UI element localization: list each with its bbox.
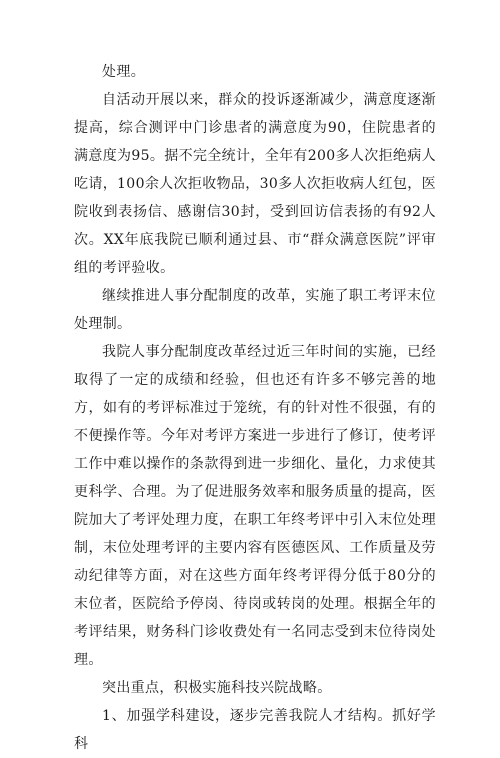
document-body bbox=[74, 58, 436, 758]
paragraph-key-strategy: 突出重点，积极实施科技兴院战略。 bbox=[102, 680, 332, 696]
paragraph-continuation: 处理。 bbox=[102, 64, 146, 80]
paragraph-discipline-building: 1、加强学科建设，逐步完善我院人才结构。抓好学科 bbox=[74, 708, 436, 752]
paragraph-personnel-reform-heading: 继续推进人事分配制度的改革，实施了职工考评末位处理制。 bbox=[74, 288, 436, 332]
paragraph-satisfaction-results: 自活动开展以来，群众的投诉逐渐减少，满意度逐渐提高，综合测评中门诊患者的满意度为90，住院患者的满意度为95。据不完全统计，全年有200多人次拒绝病人吃请，100余人次拒收物品，30多人次拒收病人红包，医院收到表扬信、感谢信30封，受到回访信表扬的有92人次。XX年底我院已顺利通过县、市“群众满意医院”评审组的考评验收。 bbox=[74, 92, 436, 276]
paragraph-personnel-reform-detail: 我院人事分配制度改革经过近三年时间的实施，已经取得了一定的成绩和经验，但也还有许多不够完善的地方，如有的考评标准过于笼统，有的针对性不很强，有的不便操作等。今年对考评方案进一步进行了修订，使考评工作中难以操作的条款得到进一步细化、量化，力求使其更科学、合理。为了促进服务效率和服务质量的提高，医院加大了考评处理力度，在职工年终考评中引入末位处理制，末位处理考评的主要内容有医德医风、工作质量及劳动纪律等方面，对在这些方面年终考评得分低于80分的末位者，医院给予停岗、待岗或转岗的处理。根据全年的考评结果，财务科门诊收费处有一名同志受到末位待岗处理。 bbox=[74, 344, 436, 668]
